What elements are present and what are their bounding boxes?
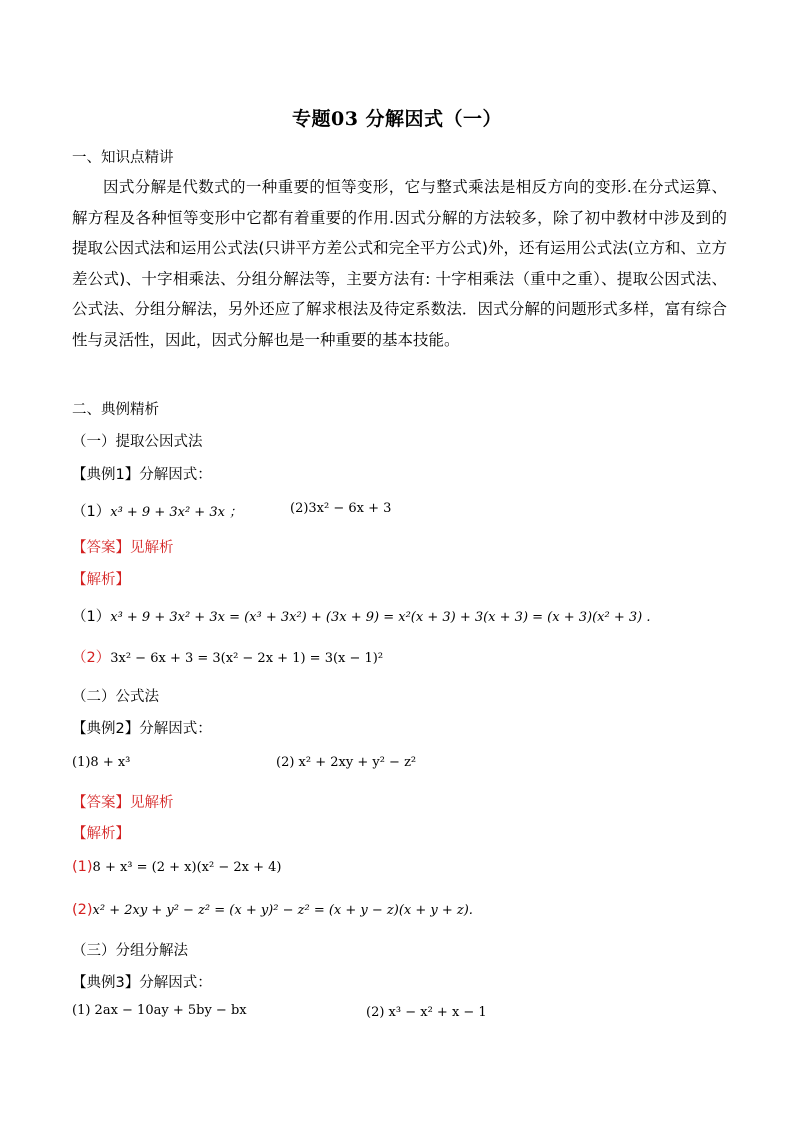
example-1-question-1 bbox=[72, 500, 242, 521]
math-expression: x³ + 9 + 3x² + 3x ； bbox=[110, 505, 243, 520]
subsection-title-common-factor: （一）提取公因式法 bbox=[72, 434, 203, 450]
solution-number: (1) bbox=[72, 859, 93, 875]
solution-number: (2) bbox=[72, 902, 93, 918]
solution-2-2 bbox=[72, 902, 473, 918]
example-1-question-2: (2)3x² − 6x + 3 bbox=[290, 501, 392, 516]
math-expression: x² + 2xy + y² − z² = (x + y)² − z² = (x + y − z)(x + y + z). bbox=[92, 903, 473, 918]
analysis-label-1: 【解析】 bbox=[72, 572, 130, 588]
solution-1-1 bbox=[72, 605, 650, 626]
analysis-label-2: 【解析】 bbox=[72, 826, 130, 842]
solution-2-1 bbox=[72, 859, 281, 875]
knowledge-paragraph: 因式分解是代数式的一种重要的恒等变形，它与整式乘法是相反方向的变形.在分式运算、解方程及各种恒等变形中它都有着重要的作用.因式分解的方法较多，除了初中教材中涉及到的提取公因式法和运用公式法(只讲平方差公式和完全平方公式)外，还有运用公式法(立方和、立方差公式)、十字相乘法、分组分解法等，主要方法有: 十字相乘法（重中之重）、提取公因式法、公式法、分组分解法，另外还应了解求根法及待定系数法．因式分解的问题形式多样，富有综合性与灵活性，因此，因式分解也是一种重要的基本技能。 bbox=[72, 178, 727, 349]
answer-label-1: 【答案】见解析 bbox=[72, 540, 174, 556]
page-title: 专题03 分解因式（一） bbox=[291, 108, 503, 130]
solution-1-2 bbox=[72, 646, 383, 667]
section-heading-examples: 二、典例精析 bbox=[72, 402, 159, 418]
solution-number: （1） bbox=[72, 609, 111, 625]
example-2-question-1: (1)8 + x³ bbox=[72, 755, 131, 770]
answer-label-2: 【答案】见解析 bbox=[72, 795, 174, 811]
math-expression: x³ + 9 + 3x² + 3x = (x³ + 3x²) + (3x + 9) = x²(x + 3) + 3(x + 3) = (x + 3)(x² + 3) . bbox=[110, 610, 651, 625]
section-heading-knowledge: 一、知识点精讲 bbox=[72, 150, 174, 166]
solution-number: （2） bbox=[72, 650, 111, 666]
example-3-question-1: (1) 2ax − 10ay + 5by − bx bbox=[72, 1003, 247, 1018]
example-1-label: 【典例1】分解因式： bbox=[72, 467, 212, 483]
example-2-question-2: (2) x² + 2xy + y² − z² bbox=[276, 755, 417, 770]
example-3-question-2: (2) x³ − x² + x − 1 bbox=[366, 1005, 487, 1020]
subsection-title-grouping: （三）分组分解法 bbox=[72, 943, 188, 959]
question-number: （1） bbox=[72, 504, 111, 520]
subsection-title-formula: （二）公式法 bbox=[72, 689, 159, 705]
math-expression: 3x² − 6x + 3 = 3(x² − 2x + 1) = 3(x − 1)² bbox=[110, 651, 384, 666]
example-2-label: 【典例2】分解因式： bbox=[72, 721, 212, 737]
math-expression: 8 + x³ = (2 + x)(x² − 2x + 4) bbox=[92, 860, 282, 875]
example-3-label: 【典例3】分解因式： bbox=[72, 975, 212, 991]
